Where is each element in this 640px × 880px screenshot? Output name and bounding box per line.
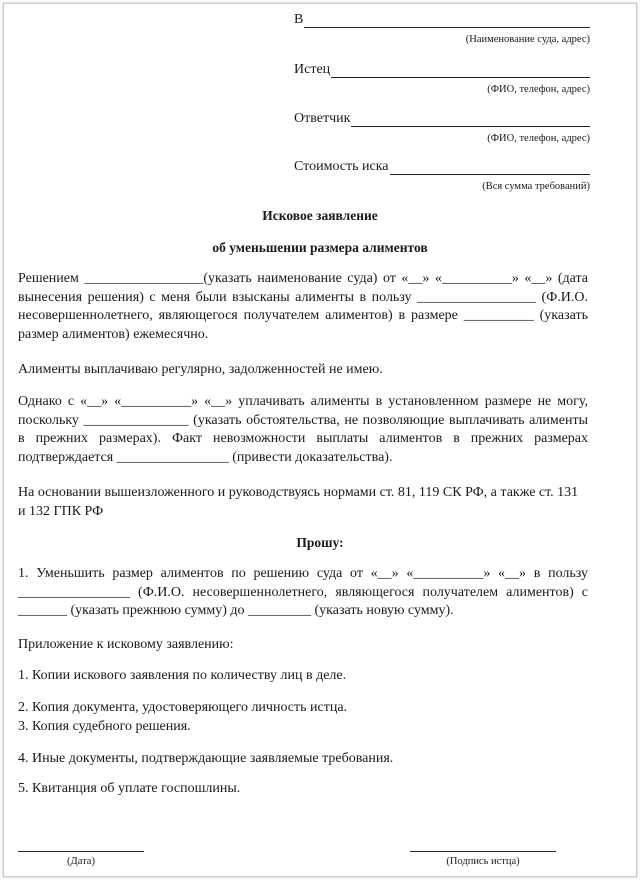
defendant-caption: (ФИО, телефон, адрес): [487, 133, 590, 144]
court-caption: (Наименование суда, адрес): [465, 34, 590, 45]
attachment-item-2: 2. Копия документа, удостоверяющего личность истца.: [18, 700, 348, 715]
attachment-item-3: 3. Копия судебного решения.: [18, 719, 191, 734]
signature-caption: (Подпись истца): [446, 856, 520, 867]
date-caption: (Дата): [67, 856, 95, 867]
plaintiff-label: Истец: [294, 62, 331, 77]
court-blank-line: [304, 13, 590, 28]
date-signature-line: [18, 851, 144, 867]
court-label: В: [294, 12, 304, 27]
claim-value-field: [294, 159, 590, 193]
claim-value-label: Стоимость иска: [294, 159, 389, 174]
plaintiff-signature-line: [410, 851, 556, 867]
document-subtitle: об уменьшении размера алиментов: [212, 240, 428, 255]
defendant-field: [294, 111, 590, 145]
court-field: [294, 12, 590, 46]
request-heading: Прошу:: [296, 535, 344, 550]
attachment-item-1: 1. Копии искового заявления по количеству лиц в деле.: [18, 668, 347, 683]
plaintiff-field: [294, 62, 590, 96]
paragraph-circumstances: Однако с «__» «__________» «__» уплачивать алименты в установленном размере не могу, поскольку _______________ (указать обстоятельства, не позволяющие выплачивать алименты в прежних размерах). Факт невозможности выплаты алиментов в прежних размерах подтверждается ________________ (привести доказательства).: [18, 394, 588, 465]
attachment-item-5: 5. Квитанция об уплате госпошлины.: [18, 781, 241, 796]
plaintiff-blank-line: [331, 63, 590, 78]
paragraph-legal-basis: На основании вышеизложенного и руководствуясь нормами ст. 81, 119 СК РФ, а также ст. 131 и 132 ГПК РФ: [18, 485, 579, 519]
claim-value-blank-line: [390, 160, 590, 175]
attachments-heading: Приложение к исковому заявлению:: [18, 637, 234, 652]
request-item-1: 1. Уменьшить размер алиментов по решению суда от «__» «__________» «__» в пользу ________________ (Ф.И.О. несовершеннолетнего, являющегося получателем алиментов) с _______ (указать прежнюю сумму) до _________ (указать новую сумму).: [18, 566, 588, 618]
plaintiff-caption: (ФИО, телефон, адрес): [487, 84, 590, 95]
defendant-blank-line: [351, 112, 590, 127]
defendant-label: Ответчик: [294, 111, 351, 126]
attachment-item-4: 4. Иные документы, подтверждающие заявляемые требования.: [18, 751, 394, 766]
claim-value-caption: (Вся сумма требований): [482, 181, 590, 192]
paragraph-payment-status: Алименты выплачиваю регулярно, задолженностей не имею.: [18, 362, 383, 377]
paragraph-court-decision: Решением _________________(указать наименование суда) от «__» «__________» «__» (дата вынесения решения) с меня были взысканы алименты в пользу _________________ (Ф.И.О. несовершеннолетнего, являющегося получателем алиментов) в размере __________ (указать размер алиментов) ежемесячно.: [18, 271, 588, 342]
document-title: Исковое заявление: [262, 208, 378, 223]
